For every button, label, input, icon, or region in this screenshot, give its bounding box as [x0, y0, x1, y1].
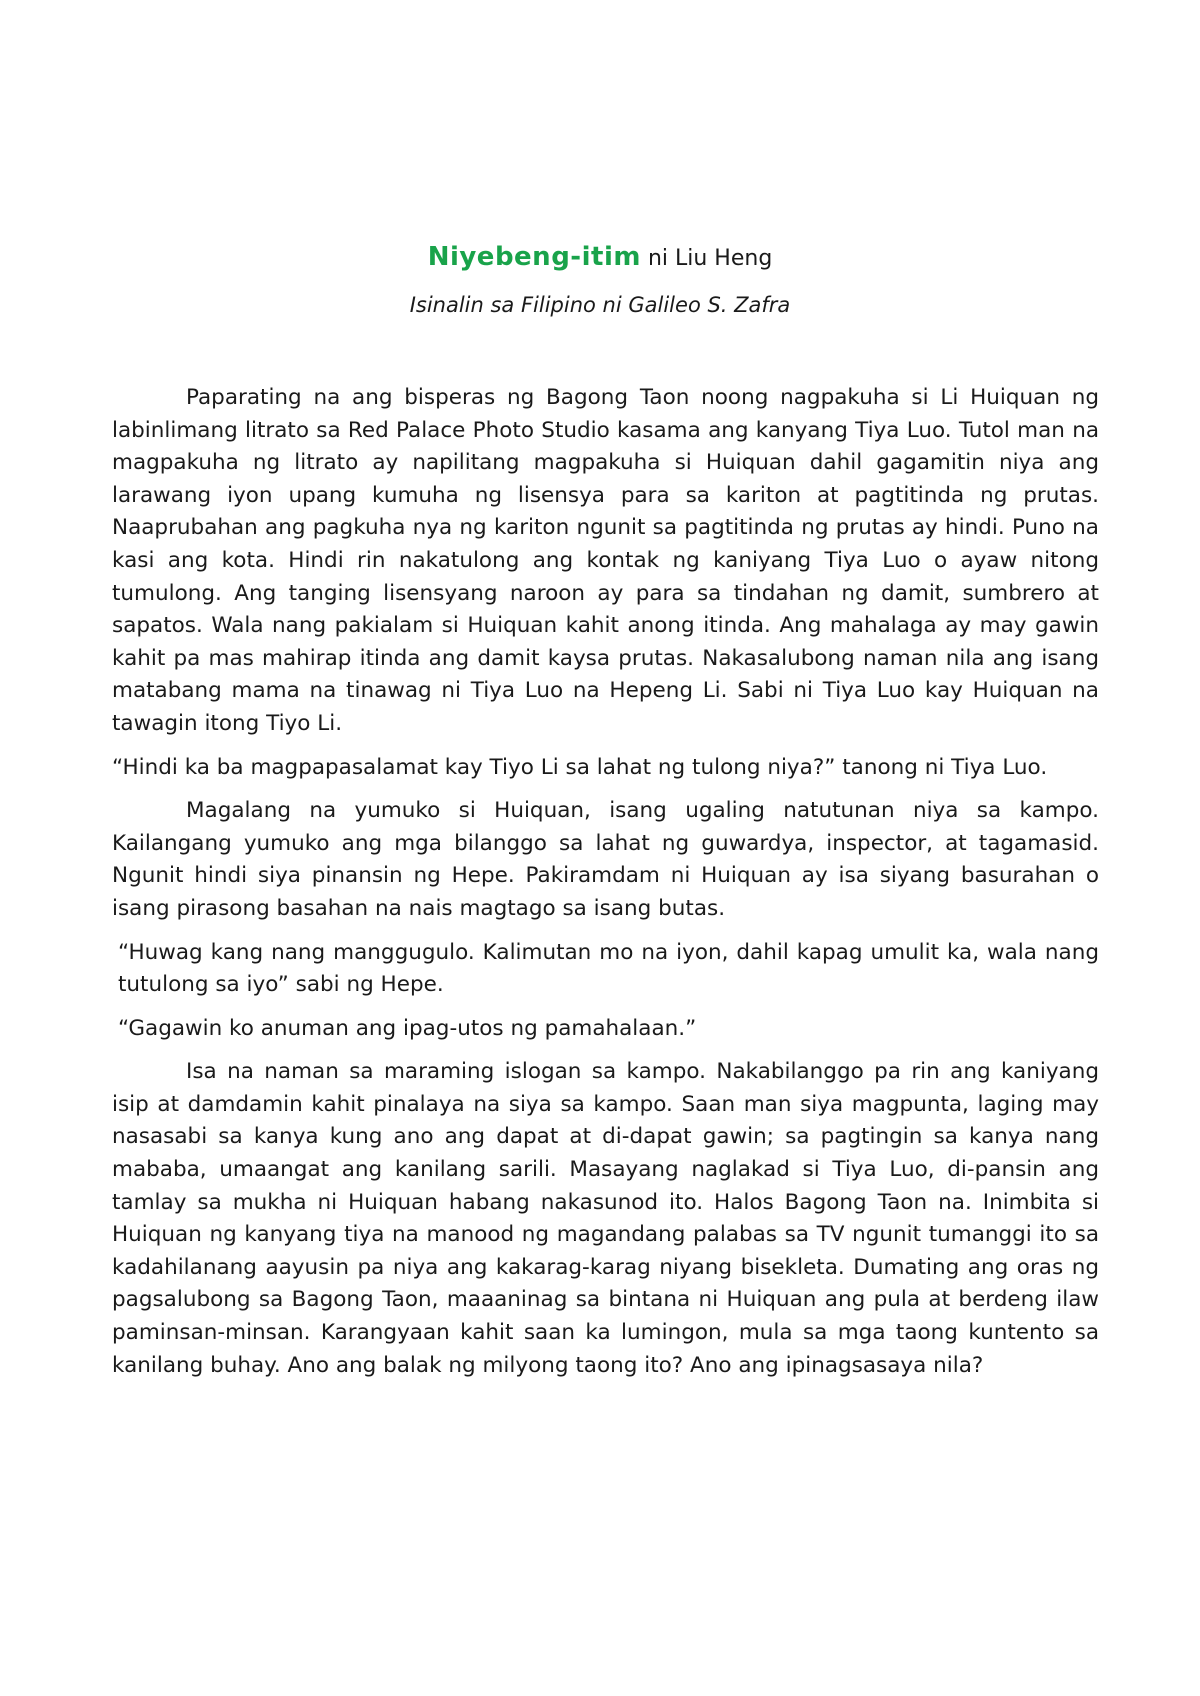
- paragraph-2: “Hindi ka ba magpapasalamat kay Tiyo Li sa lahat ng tulong niya?” tanong ni Tiya Luo.: [112, 754, 1048, 780]
- paragraph-4: “Huwag kang nang manggugulo. Kalimutan mo na iyon, dahil kapag umulit ka, wala nang tutulong sa iyo” sabi ng Hepe.: [118, 939, 1099, 998]
- paragraph-1: Paparating na ang bisperas ng Bagong Taon noong nagpakuha si Li Huiquan ng labinlimang litrato sa Red Palace Photo Studio kasama ang kanyang Tiya Luo. Tutol man na magpakuha ng litrato ay napilitang magpakuha si Huiquan dahil gagamitin niya ang larawang iyon upang kumuha ng lisensya para sa kariton at pagtitinda ng prutas. Naaprubahan ang pagkuha nya ng kariton ngunit sa pagtitinda ng prutas ay hindi. Puno na kasi ang kota. Hindi rin nakatulong ang kontak ng kaniyang Tiya Luo o ayaw nitong tumulong. Ang tanging lisensyang naroon ay para sa tindahan ng damit, sumbrero at sapatos. Wala nang pakialam si Huiquan kahit anong itinda. Ang mahalaga ay may gawin kahit pa mas mahirap itinda ang damit kaysa prutas. Nakasalubong naman nila ang isang matabang mama na tinawag ni Tiya Luo na Hepeng Li. Sabi ni Tiya Luo kay Huiquan na tawagin itong Tiyo Li.: [112, 385, 1099, 736]
- story-author: ni Liu Heng: [647, 246, 773, 271]
- title-line: [0, 242, 1200, 274]
- paragraph-6: Isa na naman sa maraming islogan sa kampo. Nakabilanggo pa rin ang kaniyang isip at damdamin kahit pinalaya na siya sa kampo. Saan man siya magpunta, laging may nasasabi sa kanya kung ano ang dapat at di-dapat gawin; sa pagtingin sa kanya nang mababa, umaangat ang kanilang sarili. Masayang naglakad si Tiya Luo, di-pansin ang tamlay sa mukha ni Huiquan habang nakasunod ito. Halos Bagong Taon na. Inimbita si Huiquan ng kanyang tiya na manood ng magandang palabas sa TV ngunit tumanggi ito sa kadahilanang aayusin pa niya ang kakarag-karag niyang bisekleta. Dumating ang oras ng pagsalubong sa Bagong Taon, maaaninag sa bintana ni Huiquan ang pula at berdeng ilaw paminsan-minsan. Karangyaan kahit saan ka lumingon, mula sa mga taong kuntento sa kanilang buhay. Ano ang balak ng milyong taong ito? Ano ang ipinagsasaya nila?: [112, 1059, 1099, 1378]
- story-title: Niyebeng-itim: [427, 242, 641, 272]
- story-body: [112, 382, 1099, 1382]
- paragraph-5: “Gagawin ko anuman ang ipag-utos ng pamahalaan.”: [118, 1015, 697, 1041]
- paragraph-3: Magalang na yumuko si Huiquan, isang ugaling natutunan niya sa kampo. Kailangang yumuko ang mga bilanggo sa lahat ng guwardya, inspector, at tagamasid. Ngunit hindi siya pinansin ng Hepe. Pakiramdam ni Huiquan ay isa siyang basurahan o isang pirasong basahan na nais magtago sa isang butas.: [112, 798, 1099, 921]
- translator-credit: Isinalin sa Filipino ni Galileo S. Zafra: [409, 293, 791, 317]
